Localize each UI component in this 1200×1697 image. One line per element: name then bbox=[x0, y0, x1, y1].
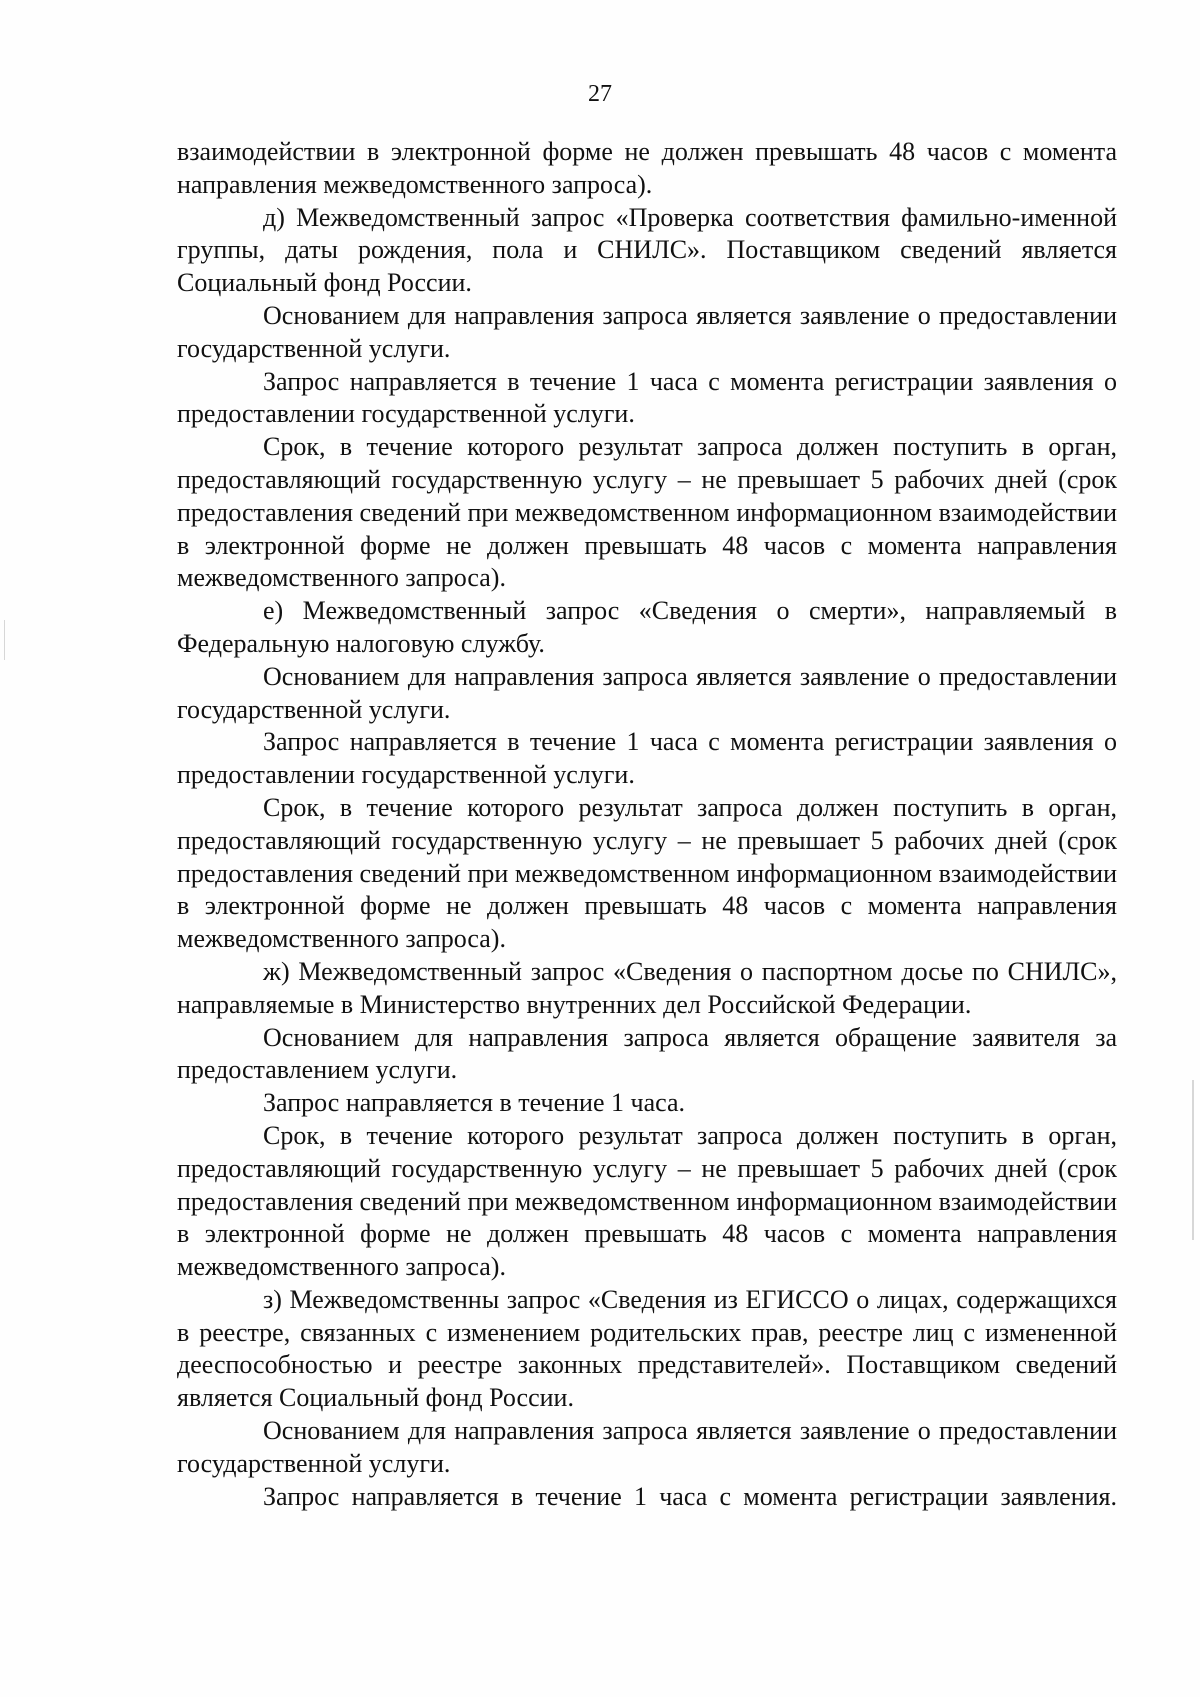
page-number: 27 bbox=[588, 81, 612, 107]
paragraph: з) Межведомственны запрос «Сведения из ЕГИССО о лицах, содержащихся в реестре, связанных с изменением родительских прав, реестре лиц с измененной дееспособностью и реестре законных представителей». Поставщиком сведений является Социальный фонд России. bbox=[177, 1284, 1117, 1413]
paragraph: Основанием для направления запроса является обращение заявителя за предоставлением услуги. bbox=[177, 1022, 1117, 1085]
paragraph: д) Межведомственный запрос «Проверка соответствия фамильно-именной группы, даты рождения, пола и СНИЛС». Поставщиком сведений является Социальный фонд России. bbox=[177, 202, 1117, 298]
paragraph: е) Межведомственный запрос «Сведения о смерти», направляемый в Федеральную налоговую службу. bbox=[177, 596, 1117, 658]
paragraph: Основанием для направления запроса является заявление о предоставлении государственной услуги. bbox=[177, 300, 1117, 363]
paragraph: ж) Межведомственный запрос «Сведения о паспортном досье по СНИЛС», направляемые в Министерство внутренних дел Российской Федерации. bbox=[177, 956, 1117, 1019]
document-body bbox=[177, 136, 1117, 1513]
paragraph: взаимодействии в электронной форме не должен превышать 48 часов с момента направления межведомственного запроса). bbox=[177, 137, 1117, 199]
paragraph: Запрос направляется в течение 1 часа. bbox=[263, 1088, 686, 1118]
paragraph: Основанием для направления запроса является заявление о предоставлении государственной услуги. bbox=[177, 661, 1117, 724]
paragraph: Запрос направляется в течение 1 часа с момента регистрации заявления о предоставлении государственной услуги. bbox=[177, 727, 1117, 790]
paragraph: Запрос направляется в течение 1 часа с момента регистрации заявления. bbox=[263, 1481, 1117, 1511]
scan-edge-mark bbox=[4, 620, 5, 660]
paragraph: Срок, в течение которого результат запроса должен поступить в орган, предоставляющий государственную услугу – не превышает 5 рабочих дней (срок предоставления сведений при межведомственном информационном взаимодействии в электронной форме не должен превышать 48 часов с момента направления межведомственного запроса). bbox=[177, 792, 1117, 954]
scan-edge-mark bbox=[1192, 1080, 1194, 1240]
paragraph: Срок, в течение которого результат запроса должен поступить в орган, предоставляющий государственную услугу – не превышает 5 рабочих дней (срок предоставления сведений при межведомственном информационном взаимодействии в электронной форме не должен превышать 48 часов с момента направления межведомственного запроса). bbox=[177, 432, 1117, 593]
paragraph: Срок, в течение которого результат запроса должен поступить в орган, предоставляющий государственную услугу – не превышает 5 рабочих дней (срок предоставления сведений при межведомственном информационном взаимодействии в электронной форме не должен превышать 48 часов с момента направления межведомственного запроса). bbox=[177, 1120, 1117, 1282]
paragraph: Запрос направляется в течение 1 часа с момента регистрации заявления о предоставлении государственной услуги. bbox=[177, 366, 1117, 429]
paragraph: Основанием для направления запроса является заявление о предоставлении государственной услуги. bbox=[177, 1416, 1117, 1478]
